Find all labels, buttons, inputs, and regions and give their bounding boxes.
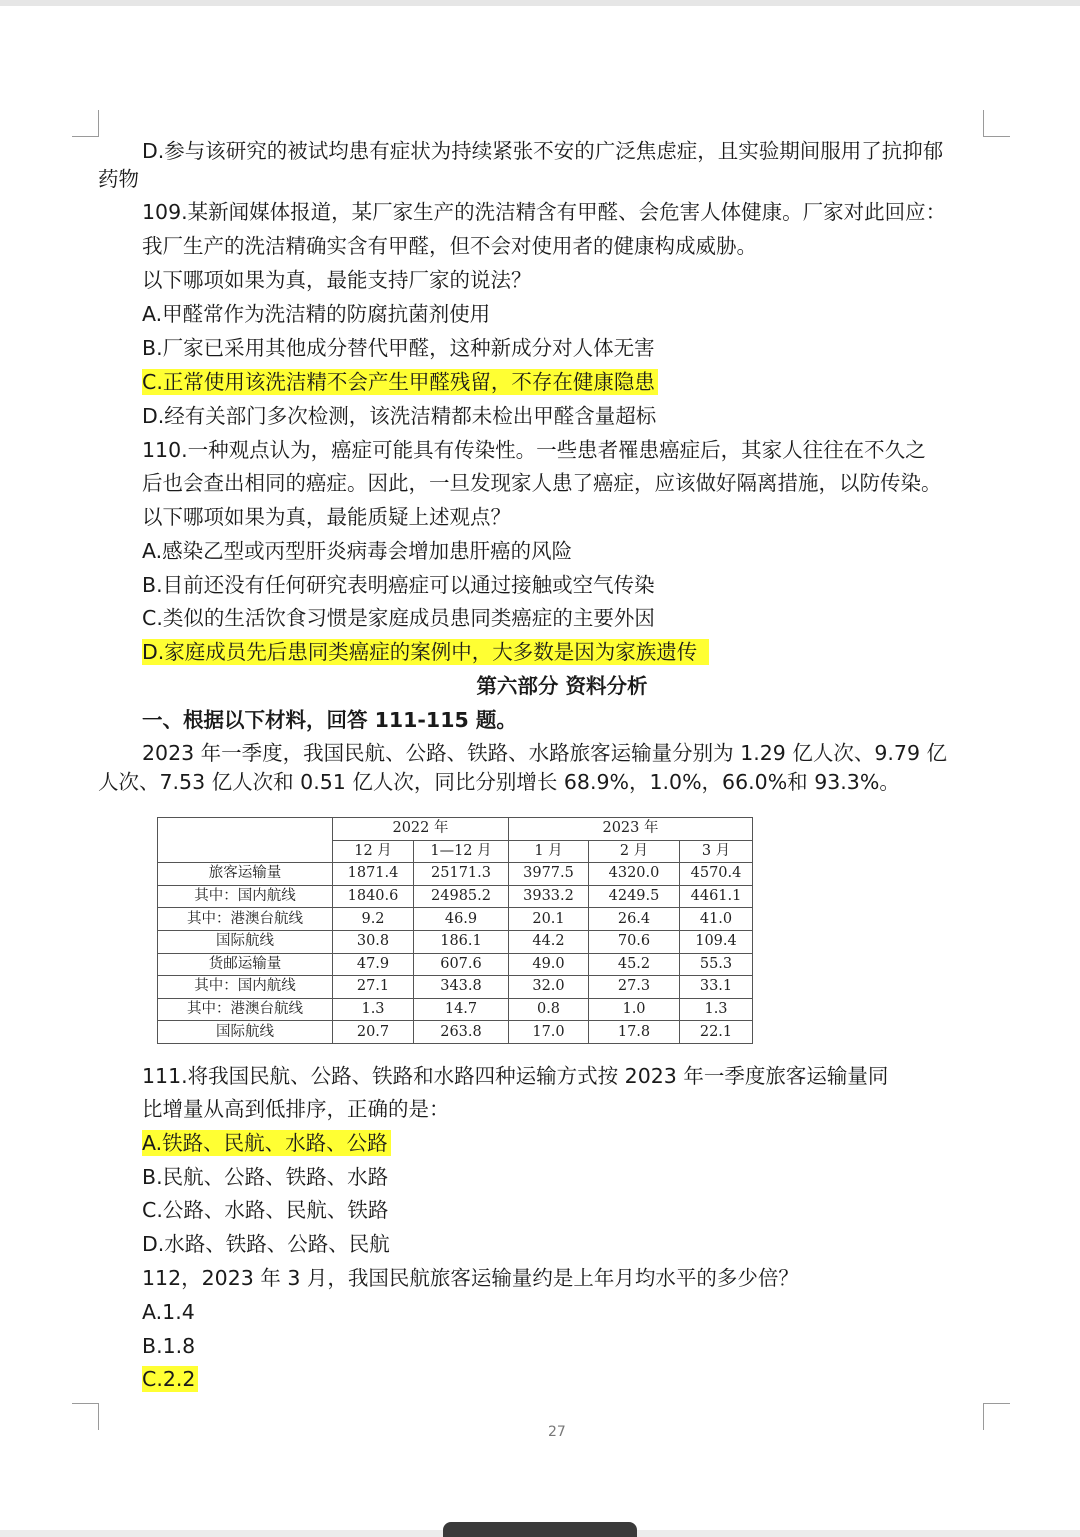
table-cell: 607.6 bbox=[414, 953, 509, 976]
table-row bbox=[158, 930, 753, 953]
q108-option-d-cont: 药物 bbox=[98, 167, 139, 191]
table-row bbox=[158, 863, 753, 886]
material-text-cont: 人次、7.53 亿人次和 0.51 亿人次，同比分别增长 68.9%，1.0%，66.0%和 93.3%。 bbox=[98, 770, 900, 794]
header-2022: 2022 年 bbox=[333, 818, 509, 841]
table-cell: 49.0 bbox=[509, 953, 589, 976]
q110-option-b: B.目前还没有任何研究表明癌症可以通过接触或空气传染 bbox=[142, 573, 655, 597]
table-cell: 1840.6 bbox=[333, 885, 414, 908]
table-cell: 24985.2 bbox=[414, 885, 509, 908]
table-cell: 4249.5 bbox=[589, 885, 680, 908]
table-cell: 343.8 bbox=[414, 976, 509, 999]
table-cell: 27.1 bbox=[333, 976, 414, 999]
table-row bbox=[158, 953, 753, 976]
q110-stem-cont: 后也会查出相同的癌症。因此，一旦发现家人患了癌症，应该做好隔离措施，以防传染。 bbox=[142, 471, 942, 495]
table-cell: 1.3 bbox=[680, 998, 753, 1021]
q111-option-b: B.民航、公路、铁路、水路 bbox=[142, 1165, 389, 1189]
table-cell: 0.8 bbox=[509, 998, 589, 1021]
table-cell: 4570.4 bbox=[680, 863, 753, 886]
row-label: 其中：国内航线 bbox=[158, 976, 333, 999]
row-label: 旅客运输量 bbox=[158, 863, 333, 886]
row-label: 国际航线 bbox=[158, 930, 333, 953]
q109-stem-cont: 我厂生产的洗洁精确实含有甲醛，但不会对使用者的健康构成威胁。 bbox=[142, 234, 757, 258]
row-label: 其中：港澳台航线 bbox=[158, 998, 333, 1021]
table-cell: 3977.5 bbox=[509, 863, 589, 886]
table-cell: 26.4 bbox=[589, 908, 680, 931]
row-label: 其中：国内航线 bbox=[158, 885, 333, 908]
col-header: 12 月 bbox=[333, 840, 414, 863]
highlight-answer: D.家庭成员先后患同类癌症的案例中，大多数是因为家族遗传 bbox=[142, 639, 709, 665]
table-corner-cell bbox=[158, 818, 333, 863]
q110-option-d bbox=[142, 638, 709, 666]
q111-option-a bbox=[142, 1129, 391, 1157]
table-cell: 32.0 bbox=[509, 976, 589, 999]
table-cell: 186.1 bbox=[414, 930, 509, 953]
q111-stem-cont: 比增量从高到低排序，正确的是： bbox=[142, 1097, 450, 1121]
q112-stem: 112，2023 年 3 月，我国民航旅客运输量约是上年月均水平的多少倍？ bbox=[142, 1266, 799, 1290]
table-cell: 46.9 bbox=[414, 908, 509, 931]
q111-option-d: D.水路、铁路、公路、民航 bbox=[142, 1232, 390, 1256]
material-text: 2023 年一季度，我国民航、公路、铁路、水路旅客运输量分别为 1.29 亿人次、9.79 亿 bbox=[142, 741, 948, 765]
header-2023: 2023 年 bbox=[509, 818, 753, 841]
q109-option-b: B.厂家已采用其他成分替代甲醛，这种新成分对人体无害 bbox=[142, 336, 655, 360]
col-header: 1—12 月 bbox=[414, 840, 509, 863]
row-label: 国际航线 bbox=[158, 1021, 333, 1044]
table-cell: 45.2 bbox=[589, 953, 680, 976]
table-cell: 14.7 bbox=[414, 998, 509, 1021]
table-cell: 4461.1 bbox=[680, 885, 753, 908]
table-cell: 20.7 bbox=[333, 1021, 414, 1044]
table-cell: 47.9 bbox=[333, 953, 414, 976]
highlight-answer: C.正常使用该洗洁精不会产生甲醛残留，不存在健康隐患 bbox=[142, 369, 658, 395]
q109-stem: 109.某新闻媒体报道，某厂家生产的洗洁精含有甲醛、会危害人体健康。厂家对此回应： bbox=[142, 200, 947, 224]
row-label: 货邮运输量 bbox=[158, 953, 333, 976]
table-cell: 1.0 bbox=[589, 998, 680, 1021]
q110-option-c: C.类似的生活饮食习惯是家庭成员患同类癌症的主要外因 bbox=[142, 606, 655, 630]
q112-option-c bbox=[142, 1365, 198, 1393]
table-cell: 25171.3 bbox=[414, 863, 509, 886]
table-cell: 30.8 bbox=[333, 930, 414, 953]
q112-option-b: B.1.8 bbox=[142, 1334, 196, 1358]
highlight-answer: A.铁路、民航、水路、公路 bbox=[142, 1130, 391, 1156]
crop-mark-top-right bbox=[983, 110, 1010, 137]
table-cell: 1871.4 bbox=[333, 863, 414, 886]
table-row bbox=[158, 976, 753, 999]
table-cell: 4320.0 bbox=[589, 863, 680, 886]
material-heading: 一、根据以下材料，回答 111-115 题。 bbox=[142, 708, 517, 732]
page-number: 27 bbox=[548, 1424, 566, 1440]
table-header-row bbox=[158, 818, 753, 841]
q108-option-d: D.参与该研究的被试均患有症状为持续紧张不安的广泛焦虑症，且实验期间服用了抗抑郁 bbox=[142, 139, 944, 163]
table-cell: 20.1 bbox=[509, 908, 589, 931]
table-cell: 41.0 bbox=[680, 908, 753, 931]
col-header: 1 月 bbox=[509, 840, 589, 863]
col-header: 2 月 bbox=[589, 840, 680, 863]
table-row bbox=[158, 1021, 753, 1044]
q110-option-a: A.感染乙型或丙型肝炎病毒会增加患肝癌的风险 bbox=[142, 539, 573, 563]
q110-stem: 110.一种观点认为，癌症可能具有传染性。一些患者罹患癌症后，其家人往往在不久之 bbox=[142, 438, 926, 462]
table-cell: 44.2 bbox=[509, 930, 589, 953]
crop-mark-bottom-left bbox=[72, 1403, 99, 1430]
table-row bbox=[158, 998, 753, 1021]
table-cell: 1.3 bbox=[333, 998, 414, 1021]
section-title: 第六部分 资料分析 bbox=[476, 674, 648, 698]
table-cell: 55.3 bbox=[680, 953, 753, 976]
table-cell: 109.4 bbox=[680, 930, 753, 953]
crop-mark-top-left bbox=[72, 110, 99, 137]
table-cell: 22.1 bbox=[680, 1021, 753, 1044]
table-cell: 17.8 bbox=[589, 1021, 680, 1044]
table-cell: 33.1 bbox=[680, 976, 753, 999]
table-row bbox=[158, 908, 753, 931]
home-indicator-bar[interactable] bbox=[443, 1522, 637, 1537]
q109-option-d: D.经有关部门多次检测，该洗洁精都未检出甲醛含量超标 bbox=[142, 404, 657, 428]
table-cell: 3933.2 bbox=[509, 885, 589, 908]
q111-option-c: C.公路、水路、民航、铁路 bbox=[142, 1198, 389, 1222]
table-cell: 263.8 bbox=[414, 1021, 509, 1044]
q110-question: 以下哪项如果为真，最能质疑上述观点？ bbox=[142, 505, 511, 529]
q109-question: 以下哪项如果为真，最能支持厂家的说法？ bbox=[142, 268, 532, 292]
q109-option-a: A.甲醛常作为洗洁精的防腐抗菌剂使用 bbox=[142, 302, 491, 326]
table-row bbox=[158, 885, 753, 908]
col-header: 3 月 bbox=[680, 840, 753, 863]
data-table bbox=[157, 817, 753, 1044]
q112-option-a: A.1.4 bbox=[142, 1300, 195, 1324]
table-cell: 70.6 bbox=[589, 930, 680, 953]
top-strip bbox=[0, 0, 1080, 6]
table-cell: 9.2 bbox=[333, 908, 414, 931]
table-cell: 27.3 bbox=[589, 976, 680, 999]
q111-stem: 111.将我国民航、公路、铁路和水路四种运输方式按 2023 年一季度旅客运输量同 bbox=[142, 1064, 889, 1088]
row-label: 其中：港澳台航线 bbox=[158, 908, 333, 931]
highlight-answer: C.2.2 bbox=[142, 1366, 198, 1392]
q109-option-c bbox=[142, 368, 658, 396]
table-cell: 17.0 bbox=[509, 1021, 589, 1044]
crop-mark-bottom-right bbox=[983, 1403, 1010, 1430]
